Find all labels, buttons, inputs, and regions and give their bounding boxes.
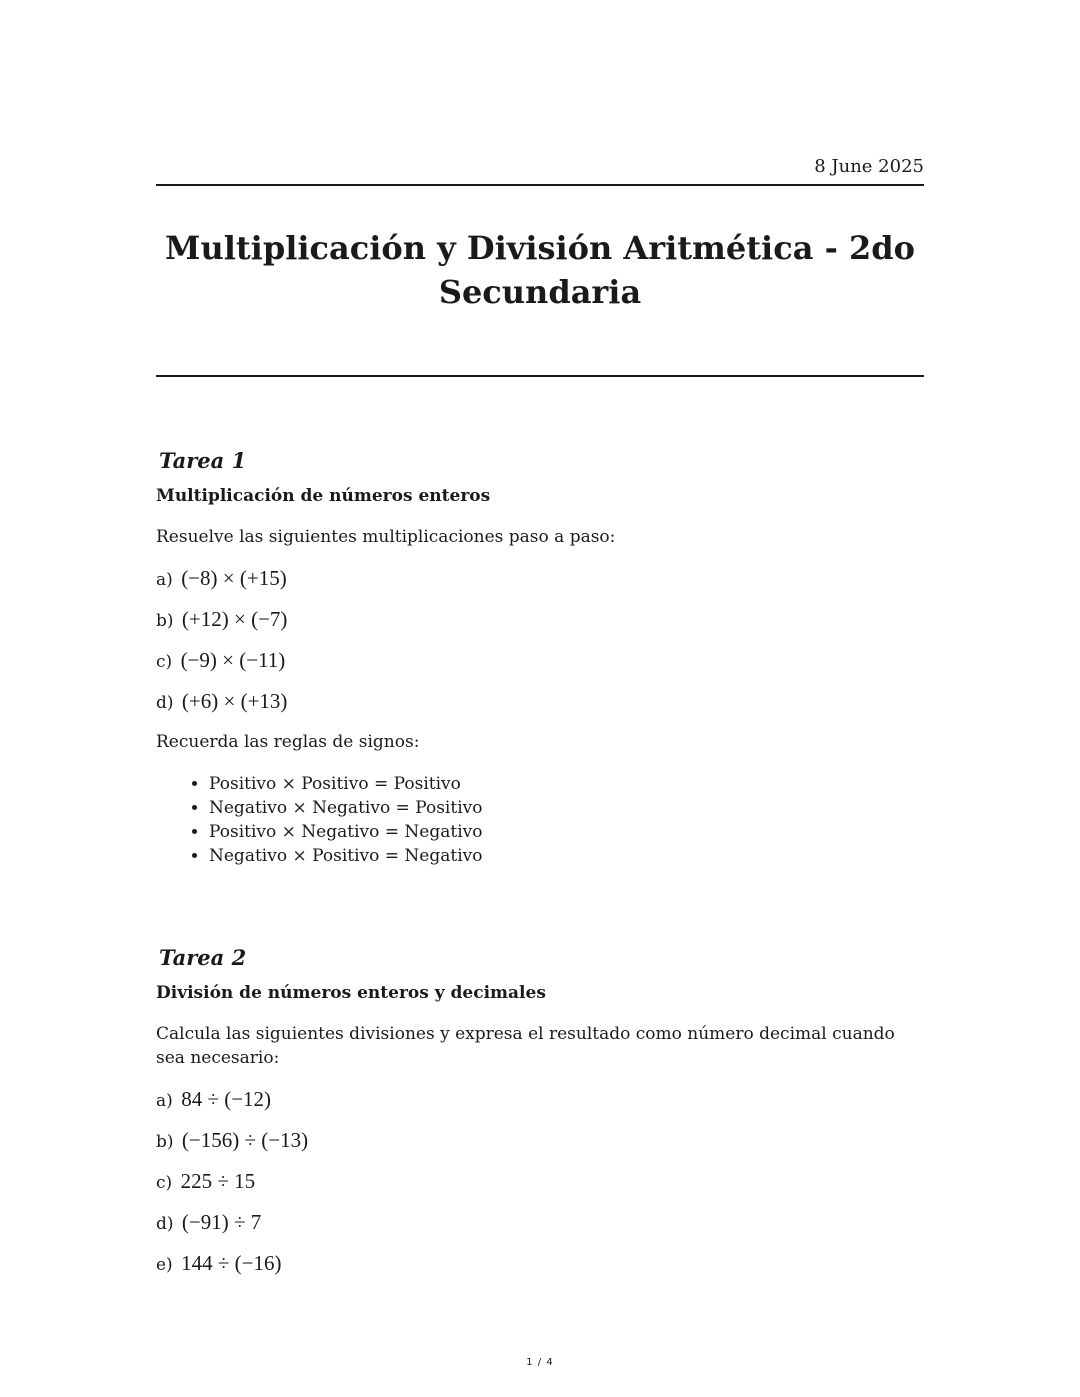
task-1-section [156, 446, 924, 868]
sign-rules-list [156, 772, 924, 868]
sign-rule-item: • Negativo × Negativo = Positivo [209, 796, 924, 820]
task-2-section [156, 943, 924, 1275]
task-1-instructions: Resuelve las siguientes multiplicaciones paso a paso: [156, 527, 616, 547]
exercise-expression: (+6) × (+13) [181, 689, 288, 713]
task-2-exercise-e [156, 1251, 924, 1275]
sign-rule-item: • Positivo × Positivo = Positivo [209, 772, 924, 796]
exercise-label: a) [156, 1091, 173, 1111]
header-rule-bottom [156, 375, 924, 377]
exercise-label: a) [156, 570, 173, 590]
task-1-exercise-d [156, 689, 924, 713]
exercise-expression: (−8) × (+15) [181, 566, 287, 590]
task-2-exercise-a [156, 1087, 924, 1111]
sign-rule-item: • Positivo × Negativo = Negativo [209, 820, 924, 844]
task-1-title: Tarea 1 [159, 448, 247, 473]
exercise-label: c) [156, 1173, 173, 1193]
exercise-expression: (+12) × (−7) [181, 607, 288, 631]
task-2-exercise-d [156, 1210, 924, 1234]
task-1-subtitle: Multiplicación de números enteros [156, 486, 491, 506]
task-2-exercise-c [156, 1169, 924, 1193]
task-1-exercise-c [156, 648, 924, 672]
sign-rules-intro: Recuerda las reglas de signos: [156, 732, 420, 752]
exercise-expression: (−156) ÷ (−13) [181, 1128, 309, 1152]
page-indicator: 1 / 4 [526, 1357, 554, 1368]
exercise-label: b) [156, 611, 174, 631]
task-1-exercise-b [156, 607, 924, 631]
exercise-label: c) [156, 652, 173, 672]
task-2-title: Tarea 2 [159, 945, 247, 970]
exercise-label: e) [156, 1255, 173, 1275]
document-title: Multiplicación y División Aritmética - 2do Secundaria [165, 229, 915, 311]
task-1-exercise-a [156, 566, 924, 590]
task-2-subtitle: División de números enteros y decimales [156, 983, 546, 1003]
exercise-expression: (−91) ÷ 7 [181, 1210, 262, 1234]
exercise-label: d) [156, 1214, 174, 1234]
exercise-expression: 144 ÷ (−16) [181, 1251, 282, 1275]
task-2-instructions: Calcula las siguientes divisiones y expresa el resultado como número decimal cuando sea necesario: [156, 1024, 895, 1068]
document-date: 8 June 2025 [814, 156, 924, 177]
exercise-expression: 225 ÷ 15 [180, 1169, 256, 1193]
exercise-label: b) [156, 1132, 174, 1152]
exercise-label: d) [156, 693, 174, 713]
sign-rule-item: • Negativo × Positivo = Negativo [209, 844, 924, 868]
exercise-expression: (−9) × (−11) [180, 648, 286, 672]
exercise-expression: 84 ÷ (−12) [181, 1087, 272, 1111]
task-2-exercise-b [156, 1128, 924, 1152]
header-rule-top [156, 184, 924, 186]
